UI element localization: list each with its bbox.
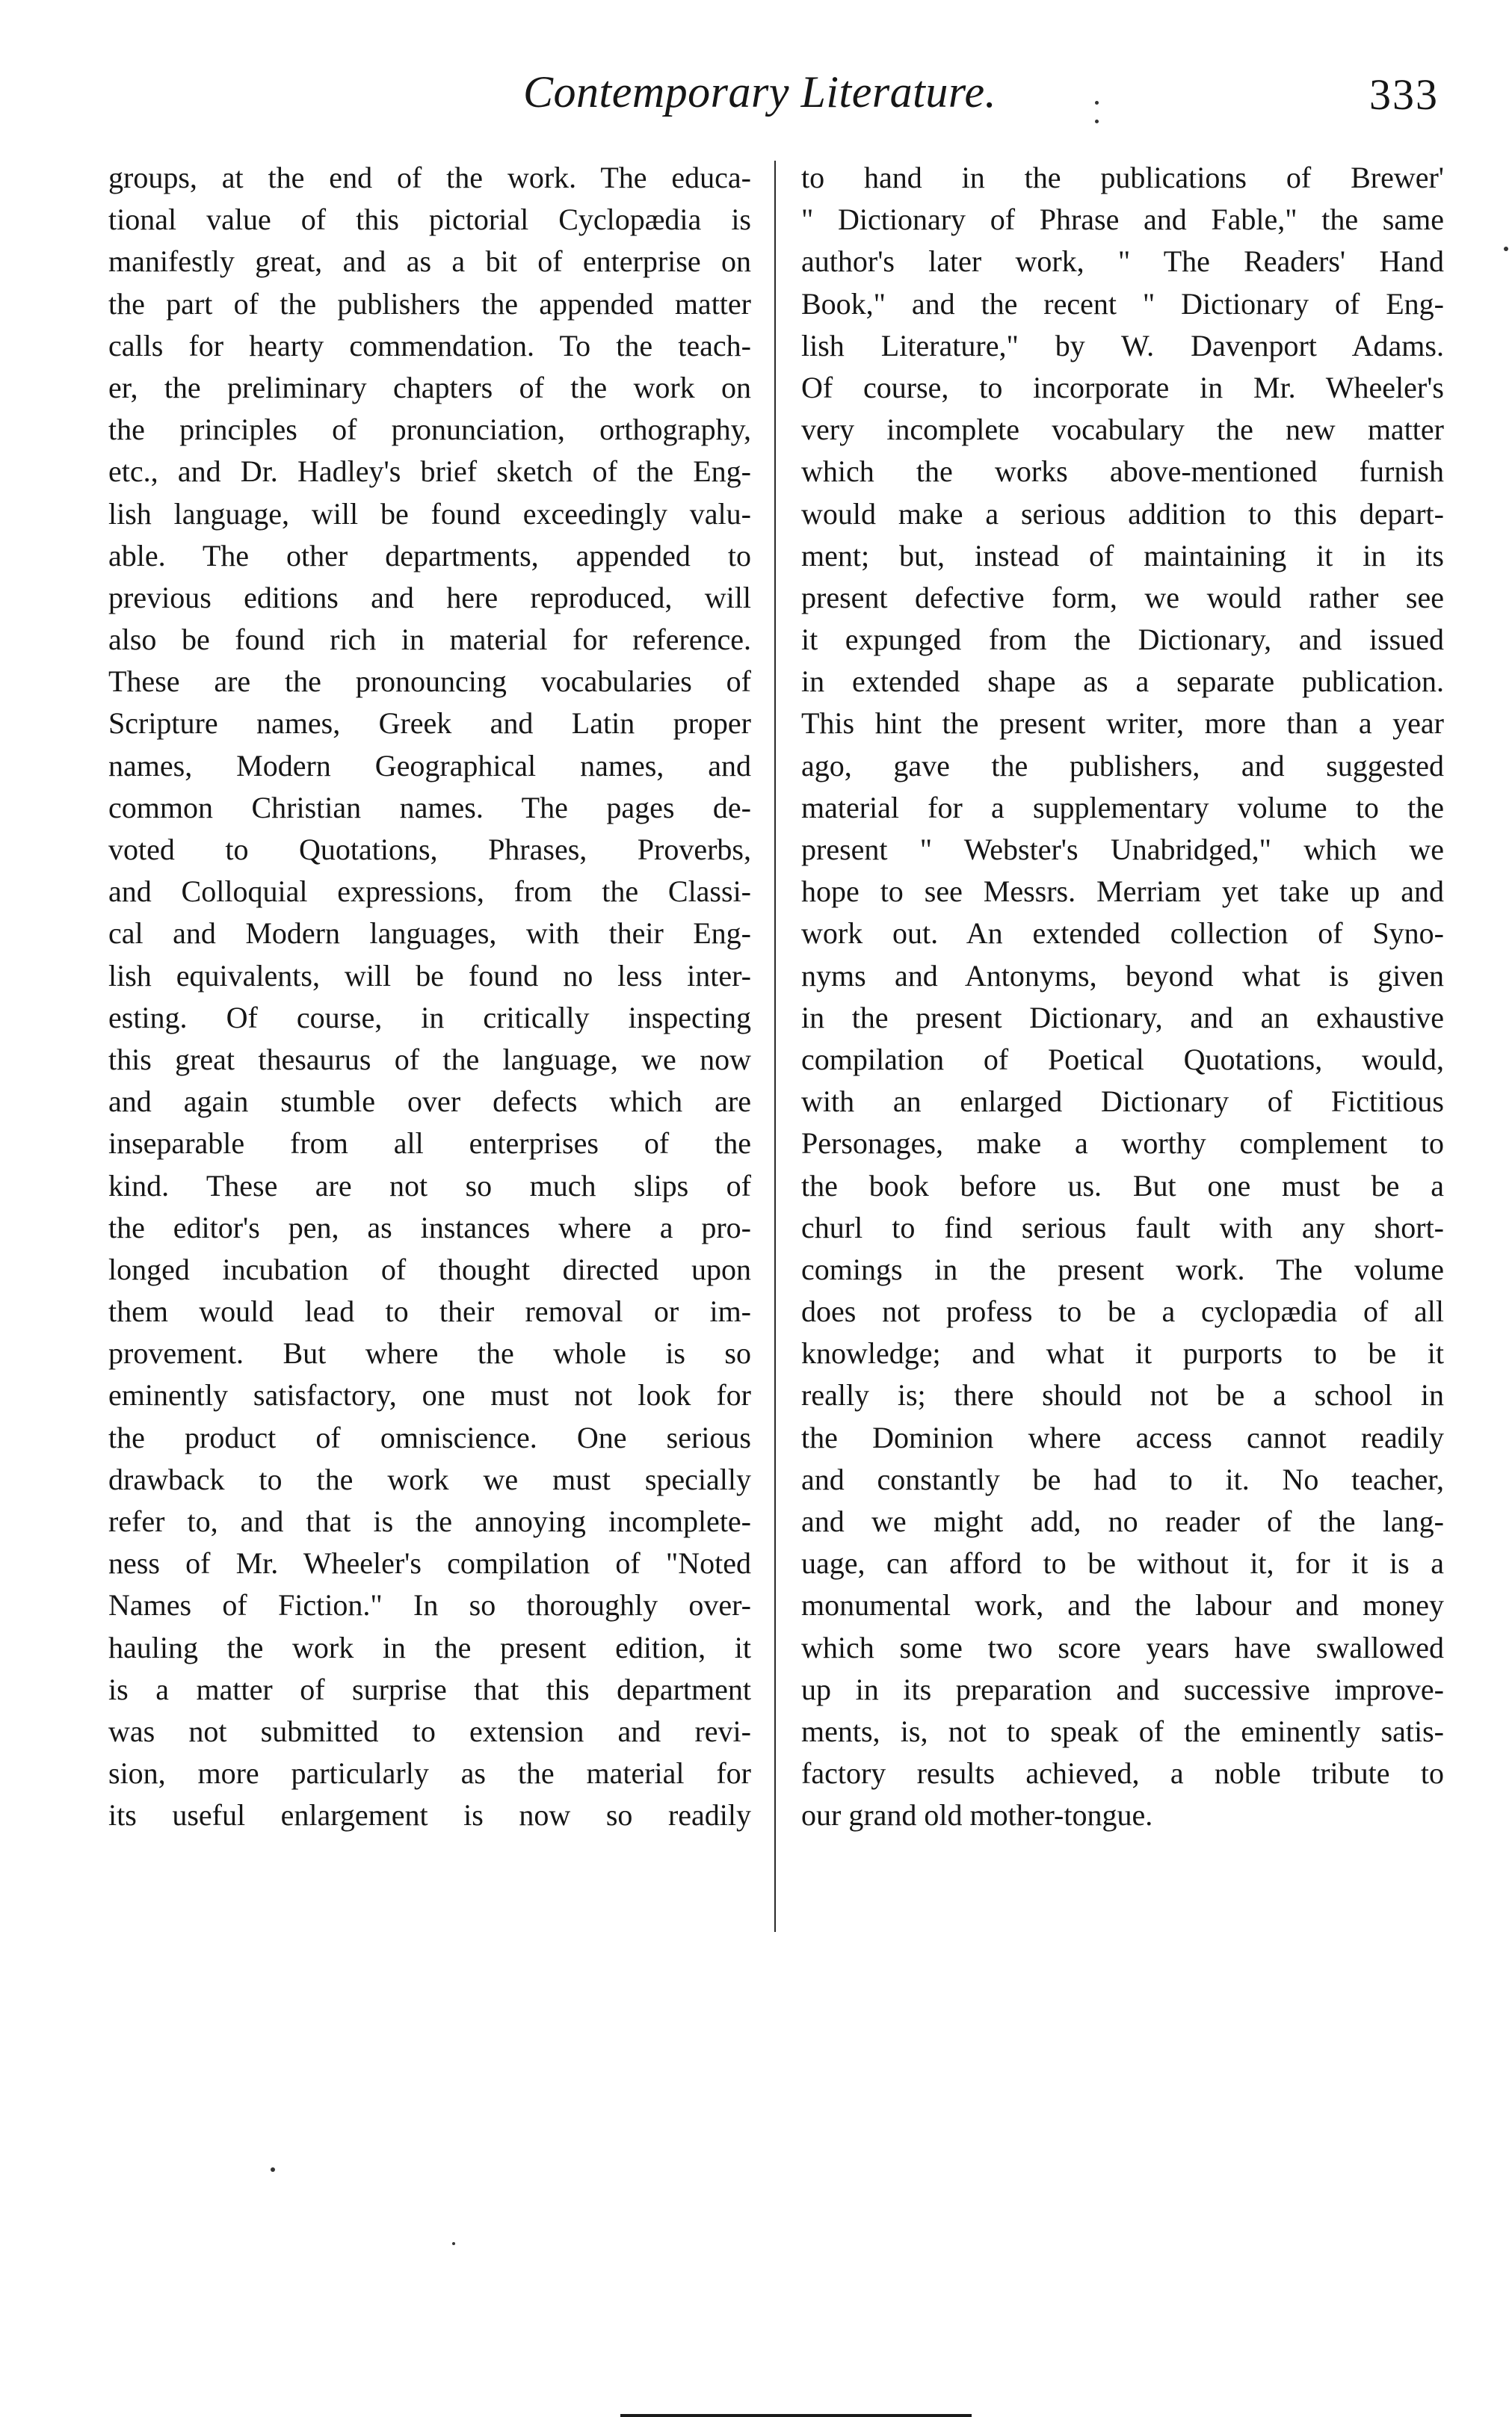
text-line: common Christian names. The pages de- xyxy=(108,790,751,824)
text-line: comings in the present work. The volume xyxy=(801,1252,1444,1286)
text-line: hauling the work in the present edition, it xyxy=(108,1630,751,1664)
text-line: kind. These are not so much slips of xyxy=(108,1168,751,1203)
text-line: esting. Of course, in critically inspecting xyxy=(108,1000,751,1034)
text-line: and again stumble over defects which are xyxy=(108,1084,751,1119)
ink-speck xyxy=(452,2242,455,2245)
text-line: its useful enlargement is now so readily xyxy=(108,1798,751,1833)
text-line: inseparable from all enterprises of the xyxy=(108,1126,751,1161)
text-line: which the works above-mentioned furnish xyxy=(801,454,1444,489)
text-line: lish equivalents, will be found no less inter- xyxy=(108,958,751,993)
text-line: was not submitted to extension and revi- xyxy=(108,1714,751,1748)
text-line: tional value of this pictorial Cyclopædia is xyxy=(108,203,751,237)
text-line: our grand old mother-tongue. xyxy=(801,1798,1153,1833)
text-line: longed incubation of thought directed upon xyxy=(108,1252,751,1286)
text-line: the principles of pronunciation, orthography, xyxy=(108,413,751,447)
text-line: which some two score years have swallowed xyxy=(801,1630,1444,1664)
text-line: calls for hearty commendation. To the teach- xyxy=(108,328,751,362)
text-line: sion, more particularly as the material for xyxy=(108,1756,751,1791)
text-line: present defective form, we would rather see xyxy=(801,580,1444,614)
text-line: This hint the present writer, more than a year xyxy=(801,706,1444,741)
text-line: uage, can afford to be without it, for it is a xyxy=(801,1546,1444,1581)
text-line: Names of Fiction." In so thoroughly over- xyxy=(108,1588,751,1623)
text-line: in the present Dictionary, and an exhaustive xyxy=(801,1000,1444,1034)
text-line: " Dictionary of Phrase and Fable," the same xyxy=(801,203,1444,237)
text-line: previous editions and here reproduced, will xyxy=(108,580,751,614)
text-line: to hand in the publications of Brewer' xyxy=(801,161,1444,194)
right-column xyxy=(801,157,1444,1837)
ink-speck xyxy=(271,2167,275,2172)
text-line: it expunged from the Dictionary, and issued xyxy=(801,623,1444,657)
text-line: lish Literature," by W. Davenport Adams. xyxy=(801,328,1444,362)
text-line: and constantly be had to it. No teacher, xyxy=(801,1462,1444,1496)
text-line: churl to find serious fault with any short- xyxy=(801,1210,1444,1244)
text-line: eminently satisfactory, one must not look for xyxy=(108,1378,751,1413)
ink-speck xyxy=(1504,247,1508,251)
text-line: the part of the publishers the appended matter xyxy=(108,286,751,321)
text-line: really is; there should not be a school in xyxy=(801,1378,1444,1413)
text-line: is a matter of surprise that this department xyxy=(108,1672,751,1706)
text-line: and we might add, no reader of the lang- xyxy=(801,1504,1444,1538)
text-line: very incomplete vocabulary the new matter xyxy=(801,413,1444,447)
text-line: present " Webster's Unabridged," which we xyxy=(801,833,1444,866)
text-line: ago, gave the publishers, and suggested xyxy=(801,748,1444,782)
text-line: the Dominion where access cannot readily xyxy=(801,1420,1444,1454)
text-line: and Colloquial expressions, from the Classi- xyxy=(108,874,751,909)
text-line: with an enlarged Dictionary of Fictitious xyxy=(801,1084,1444,1119)
text-line: compilation of Poetical Quotations, would, xyxy=(801,1042,1444,1076)
text-line: voted to Quotations, Phrases, Proverbs, xyxy=(108,833,751,866)
text-line: groups, at the end of the work. The educa- xyxy=(108,161,751,194)
left-column xyxy=(108,157,751,1837)
text-line: Personages, make a worthy complement to xyxy=(801,1126,1444,1161)
text-line: Scripture names, Greek and Latin proper xyxy=(108,706,751,741)
text-line: this great thesaurus of the language, we now xyxy=(108,1042,751,1076)
text-line: ments, is, not to speak of the eminently satis- xyxy=(801,1714,1444,1748)
column-divider xyxy=(774,161,776,1932)
text-line: would make a serious addition to this depart- xyxy=(801,496,1444,531)
text-line: factory results achieved, a noble tribute to xyxy=(801,1756,1444,1791)
ink-speck xyxy=(1095,120,1099,123)
text-line: nyms and Antonyms, beyond what is given xyxy=(801,958,1444,993)
text-line: does not profess to be a cyclopædia of all xyxy=(801,1294,1444,1329)
text-line: them would lead to their removal or im- xyxy=(108,1294,751,1329)
text-line: the editor's pen, as instances where a pro- xyxy=(108,1210,751,1244)
page-number: 333 xyxy=(1369,70,1439,119)
text-line: These are the pronouncing vocabularies of xyxy=(108,664,751,699)
text-line: cal and Modern languages, with their Eng- xyxy=(108,916,751,951)
text-line: the book before us. But one must be a xyxy=(801,1168,1444,1203)
text-line: knowledge; and what it purports to be it xyxy=(801,1336,1444,1371)
text-line: hope to see Messrs. Merriam yet take up and xyxy=(801,874,1444,909)
text-line: manifestly great, and as a bit of enterprise on xyxy=(108,244,751,279)
text-line: material for a supplementary volume to the xyxy=(801,790,1444,824)
text-line: in extended shape as a separate publication. xyxy=(801,664,1444,699)
end-rule xyxy=(620,2414,972,2417)
text-line: Book," and the recent " Dictionary of Eng- xyxy=(801,286,1444,321)
text-line: etc., and Dr. Hadley's brief sketch of the Eng- xyxy=(108,454,751,489)
text-line: the product of omniscience. One serious xyxy=(108,1420,751,1454)
text-line: work out. An extended collection of Syno- xyxy=(801,916,1444,951)
text-line: drawback to the work we must specially xyxy=(108,1462,751,1496)
text-line: Of course, to incorporate in Mr. Wheeler's xyxy=(801,370,1444,404)
running-title: Contemporary Literature. xyxy=(523,67,997,117)
text-line: monumental work, and the labour and money xyxy=(801,1588,1444,1623)
text-line: author's later work, " The Readers' Hand xyxy=(801,244,1444,279)
text-line: up in its preparation and successive improve- xyxy=(801,1672,1444,1706)
text-line: able. The other departments, appended to xyxy=(108,538,751,572)
ink-speck xyxy=(1095,101,1099,105)
text-line: also be found rich in material for reference. xyxy=(108,623,751,657)
text-line: ness of Mr. Wheeler's compilation of "Noted xyxy=(108,1546,751,1581)
text-line: names, Modern Geographical names, and xyxy=(108,748,751,782)
text-line: ment; but, instead of maintaining it in its xyxy=(801,538,1444,572)
text-line: er, the preliminary chapters of the work on xyxy=(108,370,751,404)
text-line: provement. But where the whole is so xyxy=(108,1336,751,1371)
text-line: lish language, will be found exceedingly valu- xyxy=(108,496,751,531)
text-line: refer to, and that is the annoying incomplete- xyxy=(108,1504,751,1538)
